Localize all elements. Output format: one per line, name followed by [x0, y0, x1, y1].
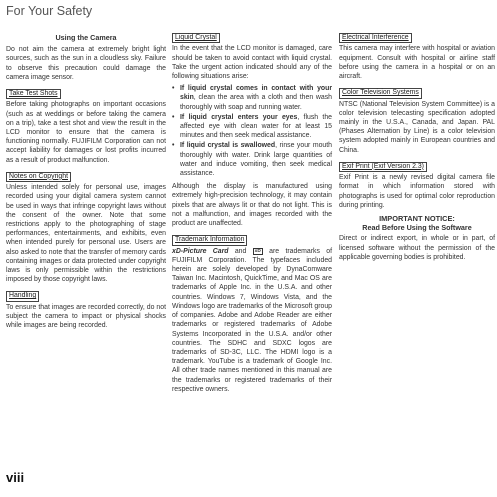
exif-heading: Exif Print (Exif Version 2.3)	[339, 162, 427, 172]
list-item	[172, 141, 332, 178]
trademark-text	[172, 247, 332, 394]
warning-text: , rinse your mouth thoroughly with water. Drink large quantities of water and induce vomiting, then seek medical assistance.	[180, 142, 332, 178]
trademark-heading: Trademark Information	[172, 235, 247, 245]
tv-systems-text: NTSC (National Television System Committee) is a color television telecasting specification adopted mainly in the U.S.A., Canada, and Japan. PAL (Phases Alternation by Line) is a color television system adopted mainly in European countries and China.	[339, 100, 495, 154]
list-item	[172, 84, 332, 112]
bullet-icon: •	[172, 113, 175, 121]
page-number: viii	[6, 470, 25, 485]
warning-bold: If liquid crystal comes in contact with your skin	[180, 85, 332, 102]
copyright-text: Unless intended solely for personal use, images recorded using your digital camera system cannot be used in ways that infringe copyright laws without the consent of the owner. Note that some restrictions apply to the photographing of stage performances, entertainments, and exhibits, even when intended purely for personal use. Users are also asked to note that the transfer of memory cards containing images or data protected under copyright laws is only permissible within the restrictions imposed by those copyright laws.	[6, 184, 166, 284]
test-shots-text: Before taking photographs on important occasions (such as at weddings or before taking the camera on a trip), take a test shot and view the result in the LCD monitor to ensure that the camera is functioning normally. FUJIFILM Corporation can not accept liability for damages or lost profits incurred as a result of product malfunction.	[6, 101, 166, 164]
xd-brand-name: xD-Picture Card	[172, 247, 229, 255]
notice-text: Direct or indirect export, in whole or in part, of licensed software without the permission of the applicable governing bodies is prohibited.	[339, 235, 495, 261]
electrical-text: This camera may interfere with hospital or aviation equipment. Consult with hospital or airline staff before using the camera in a hospital or on an aircraft.	[339, 45, 495, 81]
liquid-crystal-text: In the event that the LCD monitor is damaged, care should be taken to avoid contact with liquid crystal. Take the urgent action indicated should any of the following situations arise:	[172, 45, 332, 81]
handling-heading: Handling	[6, 291, 39, 301]
notice-subtitle: Read Before Using the Software	[362, 223, 472, 233]
electrical-heading: Electrical Interference	[339, 33, 412, 43]
warning-text: , flush the affected eye with clean water for at least 15 minutes and then seek medical assistance.	[180, 113, 332, 140]
copyright-heading: Notes on Copyright	[6, 172, 71, 182]
column-right	[339, 33, 495, 265]
list-item	[172, 113, 332, 141]
liquid-crystal-heading: Liquid Crystal	[172, 33, 220, 43]
column-left	[6, 33, 166, 334]
handling-text: To ensure that images are recorded correctly, do not subject the camera to impact or physical shocks while images are being recorded.	[6, 303, 166, 330]
using-camera-title: Using the Camera	[55, 33, 117, 42]
xd-logo-icon: xD	[254, 248, 261, 254]
column-middle	[172, 33, 332, 397]
bullet-icon: •	[172, 85, 175, 93]
exif-text: Exif Print is a newly revised digital camera file format in which information stored with photographs is used for optimal color reproduction during printing.	[339, 174, 495, 209]
warning-text: , clean the area with a cloth and then wash thoroughly with soap and running water.	[180, 94, 332, 111]
bullet-icon: •	[172, 142, 175, 150]
tv-systems-heading: Color Television Systems	[339, 88, 422, 98]
page-header: For Your Safety	[6, 4, 93, 18]
display-note: Although the display is manufactured using extremely high-precision technology, it may contain pixels that are always lit or that do not light. This is not a malfunction, and images recorded with the product are unaffected.	[172, 183, 332, 228]
test-shots-heading: Take Test Shots	[6, 89, 61, 99]
trademark-body: are trademarks of FUJIFILM Corporation. The typefaces included herein are solely developed by DynaComware Taiwan Inc. Macintosh, QuickTime, and Mac OS are trademarks of Apple Inc. in the U.S.A. and other countries. Windows 7, Windows Vista, and the Windows logo are trademarks of the Microsoft group of companies. Adobe and Adobe Reader are either trademarks or registered trademarks of Adobe Systems Incorporated in the U.S.A. and/or other countries. The SDHC and SDXC logos are trademarks of SD-3C, LLC. The HDMI logo is a trademark. YouTube is a trademark of Google Inc. All other trade names mentioned in this manual are the trademarks or registered trademarks of their respective owners.	[172, 247, 332, 393]
warning-bold: If liquid crystal enters your eyes	[180, 113, 298, 121]
using-camera-text: Do not aim the camera at extremely bright light sources, such as the sun in a cloudless sky. Failure to observe this precaution could damage the camera image sensor.	[6, 46, 166, 81]
warning-bold: If liquid crystal is swallowed	[180, 142, 276, 150]
trademark-and: and	[228, 247, 253, 255]
notice-title: IMPORTANT NOTICE:	[379, 214, 455, 224]
liquid-crystal-warnings	[172, 84, 332, 178]
